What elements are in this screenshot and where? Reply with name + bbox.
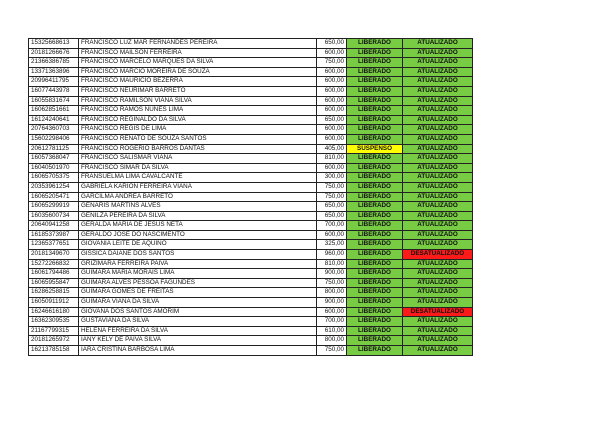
value-cell[interactable]: 600,00 <box>317 48 347 58</box>
status-cell[interactable]: LIBERADO <box>347 278 403 288</box>
situation-cell[interactable]: ATUALIZADO <box>403 58 473 68</box>
status-cell[interactable]: LIBERADO <box>347 240 403 250</box>
id-cell[interactable]: 21167799315 <box>29 326 79 336</box>
status-cell[interactable]: LIBERADO <box>347 288 403 298</box>
table-row <box>29 39 473 49</box>
status-cell[interactable]: LIBERADO <box>347 346 403 356</box>
table-row <box>29 86 473 96</box>
id-cell[interactable]: 16077443978 <box>29 86 79 96</box>
table-row <box>29 182 473 192</box>
id-cell[interactable]: 12365377651 <box>29 240 79 250</box>
name-cell[interactable]: GUIMARA GOMES DE FREITAS <box>79 288 317 298</box>
name-cell[interactable]: GUIMARA MARIA MORAIS LIMA <box>79 269 317 279</box>
situation-cell[interactable]: ATUALIZADO <box>403 86 473 96</box>
value-cell[interactable]: 650,00 <box>317 211 347 221</box>
id-cell[interactable]: 16035600734 <box>29 211 79 221</box>
name-cell[interactable]: FRANCISCO MAURICIO BEZERRA <box>79 77 317 87</box>
situation-cell[interactable]: ATUALIZADO <box>403 67 473 77</box>
table-row <box>29 221 473 231</box>
status-cell[interactable]: LIBERADO <box>347 67 403 77</box>
id-cell[interactable]: 16213785158 <box>29 346 79 356</box>
situation-cell[interactable]: ATUALIZADO <box>403 39 473 49</box>
situation-cell[interactable]: ATUALIZADO <box>403 96 473 106</box>
value-cell[interactable]: 600,00 <box>317 230 347 240</box>
id-cell[interactable]: 16061794486 <box>29 269 79 279</box>
table-row <box>29 144 473 154</box>
name-cell[interactable]: FRANCISCO SALISMAR VIANA <box>79 154 317 164</box>
name-cell[interactable]: GABRIELA KARION FERREIRA VIANA <box>79 182 317 192</box>
value-cell[interactable]: 750,00 <box>317 192 347 202</box>
status-cell[interactable]: SUSPENSO <box>347 144 403 154</box>
value-cell[interactable]: 900,00 <box>317 269 347 279</box>
value-cell[interactable]: 700,00 <box>317 317 347 327</box>
name-cell[interactable]: FRANCISCO RAMILSON VIANA SILVA <box>79 96 317 106</box>
name-cell[interactable]: GARCILMA ANDREA BARRETO <box>79 192 317 202</box>
value-cell[interactable]: 600,00 <box>317 163 347 173</box>
situation-cell[interactable]: ATUALIZADO <box>403 182 473 192</box>
table-row <box>29 298 473 308</box>
name-cell[interactable]: FRANCISCO MARCELO MARQUES DA SILVA <box>79 58 317 68</box>
id-cell[interactable]: 16065955847 <box>29 278 79 288</box>
id-cell[interactable]: 20181265972 <box>29 336 79 346</box>
situation-cell[interactable]: ATUALIZADO <box>403 211 473 221</box>
status-cell[interactable]: LIBERADO <box>347 86 403 96</box>
value-cell[interactable]: 750,00 <box>317 58 347 68</box>
situation-cell[interactable]: ATUALIZADO <box>403 326 473 336</box>
situation-cell[interactable]: ATUALIZADO <box>403 336 473 346</box>
table-row <box>29 173 473 183</box>
situation-cell[interactable]: ATUALIZADO <box>403 134 473 144</box>
situation-cell[interactable]: ATUALIZADO <box>403 346 473 356</box>
value-cell[interactable]: 650,00 <box>317 39 347 49</box>
name-cell[interactable]: GIOVANIA LEITE DE AQUINO <box>79 240 317 250</box>
spreadsheet-table <box>28 38 473 356</box>
situation-cell[interactable]: DESATUALIZADO <box>403 307 473 317</box>
id-cell[interactable]: 16362309535 <box>29 317 79 327</box>
name-cell[interactable]: FRANCISCO RAMOS NUNES LIMA <box>79 106 317 116</box>
situation-cell[interactable]: ATUALIZADO <box>403 173 473 183</box>
id-cell[interactable]: 20640941258 <box>29 221 79 231</box>
status-cell[interactable]: LIBERADO <box>347 96 403 106</box>
name-cell[interactable]: IANY KELY DE PAIVA SILVA <box>79 336 317 346</box>
name-cell[interactable]: GENILZA PEREIRA DA SILVA <box>79 211 317 221</box>
table-row <box>29 96 473 106</box>
id-cell[interactable]: 16055831674 <box>29 96 79 106</box>
situation-cell[interactable]: ATUALIZADO <box>403 192 473 202</box>
value-cell[interactable]: 600,00 <box>317 96 347 106</box>
value-cell[interactable]: 800,00 <box>317 336 347 346</box>
name-cell[interactable]: GIOVANA DOS SANTOS AMORIM <box>79 307 317 317</box>
status-cell[interactable]: LIBERADO <box>347 39 403 49</box>
table-row <box>29 250 473 260</box>
situation-cell[interactable]: ATUALIZADO <box>403 230 473 240</box>
table-row <box>29 346 473 356</box>
name-cell[interactable]: FRANCISCO LUZ MAR FERNANDES PEREIRA <box>79 39 317 49</box>
table-row <box>29 163 473 173</box>
id-cell[interactable]: 21366386785 <box>29 58 79 68</box>
value-cell[interactable]: 810,00 <box>317 259 347 269</box>
status-cell[interactable]: LIBERADO <box>347 298 403 308</box>
id-cell[interactable]: 20353961254 <box>29 182 79 192</box>
table-row <box>29 278 473 288</box>
table-row <box>29 192 473 202</box>
value-cell[interactable]: 650,00 <box>317 115 347 125</box>
status-cell[interactable]: LIBERADO <box>347 307 403 317</box>
status-cell[interactable]: LIBERADO <box>347 192 403 202</box>
table-row <box>29 106 473 116</box>
id-cell[interactable]: 16124240641 <box>29 115 79 125</box>
value-cell[interactable]: 300,00 <box>317 173 347 183</box>
table-row <box>29 77 473 87</box>
status-cell[interactable]: LIBERADO <box>347 269 403 279</box>
table-row <box>29 307 473 317</box>
id-cell[interactable]: 16286258815 <box>29 288 79 298</box>
table-row <box>29 317 473 327</box>
table-row <box>29 125 473 135</box>
situation-cell[interactable]: ATUALIZADO <box>403 125 473 135</box>
id-cell[interactable]: 16065705375 <box>29 173 79 183</box>
name-cell[interactable]: GUSTAVIANA DA SILVA <box>79 317 317 327</box>
status-cell[interactable]: LIBERADO <box>347 317 403 327</box>
value-cell[interactable]: 900,00 <box>317 298 347 308</box>
situation-cell[interactable]: ATUALIZADO <box>403 278 473 288</box>
status-cell[interactable]: LIBERADO <box>347 106 403 116</box>
spreadsheet-body <box>29 39 473 356</box>
situation-cell[interactable]: ATUALIZADO <box>403 77 473 87</box>
value-cell[interactable]: 600,00 <box>317 86 347 96</box>
table-row <box>29 230 473 240</box>
situation-cell[interactable]: ATUALIZADO <box>403 106 473 116</box>
situation-cell[interactable]: ATUALIZADO <box>403 240 473 250</box>
id-cell[interactable]: 16062851661 <box>29 106 79 116</box>
table-row <box>29 211 473 221</box>
status-cell[interactable]: LIBERADO <box>347 230 403 240</box>
id-cell[interactable]: 15325668613 <box>29 39 79 49</box>
id-cell[interactable]: 20764360703 <box>29 125 79 135</box>
situation-cell[interactable]: ATUALIZADO <box>403 259 473 269</box>
id-cell[interactable]: 16050911912 <box>29 298 79 308</box>
table-row <box>29 48 473 58</box>
id-cell[interactable]: 16246616180 <box>29 307 79 317</box>
value-cell[interactable]: 750,00 <box>317 278 347 288</box>
name-cell[interactable]: FRANCISCO MAILSON FERREIRA <box>79 48 317 58</box>
status-cell[interactable]: LIBERADO <box>347 250 403 260</box>
situation-cell[interactable]: ATUALIZADO <box>403 163 473 173</box>
value-cell[interactable]: 800,00 <box>317 288 347 298</box>
value-cell[interactable]: 600,00 <box>317 106 347 116</box>
status-cell[interactable]: LIBERADO <box>347 259 403 269</box>
id-cell[interactable]: 16185373987 <box>29 230 79 240</box>
value-cell[interactable]: 810,00 <box>317 154 347 164</box>
table-row <box>29 269 473 279</box>
value-cell[interactable]: 700,00 <box>317 221 347 231</box>
table-row <box>29 202 473 212</box>
name-cell[interactable]: GRIZIMARA FERREIRA PAIVA <box>79 259 317 269</box>
id-cell[interactable]: 16065299919 <box>29 202 79 212</box>
name-cell[interactable]: HELENA FERREIRA DA SILVA <box>79 326 317 336</box>
id-cell[interactable]: 20181349670 <box>29 250 79 260</box>
name-cell[interactable]: FRANSUELMA LIMA CAVALCANTE <box>79 173 317 183</box>
value-cell[interactable]: 600,00 <box>317 77 347 87</box>
id-cell[interactable]: 15602298406 <box>29 134 79 144</box>
situation-cell[interactable]: ATUALIZADO <box>403 115 473 125</box>
status-cell[interactable]: LIBERADO <box>347 211 403 221</box>
table-row <box>29 326 473 336</box>
status-cell[interactable]: LIBERADO <box>347 134 403 144</box>
table-row <box>29 259 473 269</box>
name-cell[interactable]: FRANCISCO ROGERIO BARROS DANTAS <box>79 144 317 154</box>
value-cell[interactable]: 600,00 <box>317 125 347 135</box>
situation-cell[interactable]: ATUALIZADO <box>403 317 473 327</box>
table-row <box>29 58 473 68</box>
situation-cell[interactable]: ATUALIZADO <box>403 288 473 298</box>
status-cell[interactable]: LIBERADO <box>347 202 403 212</box>
table-row <box>29 115 473 125</box>
name-cell[interactable]: FRANCISCO REGINALDO DA SILVA <box>79 115 317 125</box>
status-cell[interactable]: LIBERADO <box>347 125 403 135</box>
situation-cell[interactable]: ATUALIZADO <box>403 298 473 308</box>
situation-cell[interactable]: ATUALIZADO <box>403 269 473 279</box>
name-cell[interactable]: FRANCISCO MARCIO MOREIRA DE SOUZA <box>79 67 317 77</box>
id-cell[interactable]: 20612781125 <box>29 144 79 154</box>
value-cell[interactable]: 650,00 <box>317 202 347 212</box>
situation-cell[interactable]: ATUALIZADO <box>403 202 473 212</box>
status-cell[interactable]: LIBERADO <box>347 115 403 125</box>
table-row <box>29 134 473 144</box>
table-row <box>29 336 473 346</box>
table-row <box>29 240 473 250</box>
id-cell[interactable]: 16057368047 <box>29 154 79 164</box>
id-cell[interactable]: 16040501970 <box>29 163 79 173</box>
table-row <box>29 67 473 77</box>
situation-cell[interactable]: ATUALIZADO <box>403 48 473 58</box>
value-cell[interactable]: 405,00 <box>317 144 347 154</box>
value-cell[interactable]: 325,00 <box>317 240 347 250</box>
id-cell[interactable]: 13371363896 <box>29 67 79 77</box>
value-cell[interactable]: 600,00 <box>317 307 347 317</box>
id-cell[interactable]: 20181266676 <box>29 48 79 58</box>
status-cell[interactable]: LIBERADO <box>347 336 403 346</box>
situation-cell[interactable]: ATUALIZADO <box>403 154 473 164</box>
status-cell[interactable]: LIBERADO <box>347 48 403 58</box>
id-cell[interactable]: 20996411795 <box>29 77 79 87</box>
id-cell[interactable]: 16065205471 <box>29 192 79 202</box>
value-cell[interactable]: 960,00 <box>317 250 347 260</box>
status-cell[interactable]: LIBERADO <box>347 173 403 183</box>
status-cell[interactable]: LIBERADO <box>347 163 403 173</box>
name-cell[interactable]: FRANCISCO RENATO DE SOUZA SANTOS <box>79 134 317 144</box>
table-row <box>29 288 473 298</box>
value-cell[interactable]: 600,00 <box>317 67 347 77</box>
name-cell[interactable]: FRANCISCO SIMAR DA SILVA <box>79 163 317 173</box>
status-cell[interactable]: LIBERADO <box>347 58 403 68</box>
value-cell[interactable]: 600,00 <box>317 134 347 144</box>
status-cell[interactable]: LIBERADO <box>347 326 403 336</box>
name-cell[interactable]: IARA CRISTINA BARBOSA LIMA <box>79 346 317 356</box>
name-cell[interactable]: GERALDA MARIA DE JESUS NETA <box>79 221 317 231</box>
situation-cell[interactable]: ATUALIZADO <box>403 144 473 154</box>
name-cell[interactable]: GISSICA DAIANE DOS SANTOS <box>79 250 317 260</box>
table-row <box>29 154 473 164</box>
status-cell[interactable]: LIBERADO <box>347 182 403 192</box>
value-cell[interactable]: 610,00 <box>317 326 347 336</box>
status-cell[interactable]: LIBERADO <box>347 154 403 164</box>
name-cell[interactable]: GERALDO JOSE DO NASCIMENTO <box>79 230 317 240</box>
situation-cell[interactable]: ATUALIZADO <box>403 221 473 231</box>
status-cell[interactable]: LIBERADO <box>347 221 403 231</box>
name-cell[interactable]: GUIMARA VIANA DA SILVA <box>79 298 317 308</box>
status-cell[interactable]: LIBERADO <box>347 77 403 87</box>
name-cell[interactable]: FRANCISCO REGIS DE LIMA <box>79 125 317 135</box>
name-cell[interactable]: FRANCISCO NEURIMAR BARRETO <box>79 86 317 96</box>
value-cell[interactable]: 750,00 <box>317 346 347 356</box>
situation-cell[interactable]: DESATUALIZADO <box>403 250 473 260</box>
name-cell[interactable]: GUIMARA ALVES PESSOA FAGUNDES <box>79 278 317 288</box>
id-cell[interactable]: 15272266832 <box>29 259 79 269</box>
value-cell[interactable]: 750,00 <box>317 182 347 192</box>
name-cell[interactable]: GENARIS MARTINS ALVES <box>79 202 317 212</box>
